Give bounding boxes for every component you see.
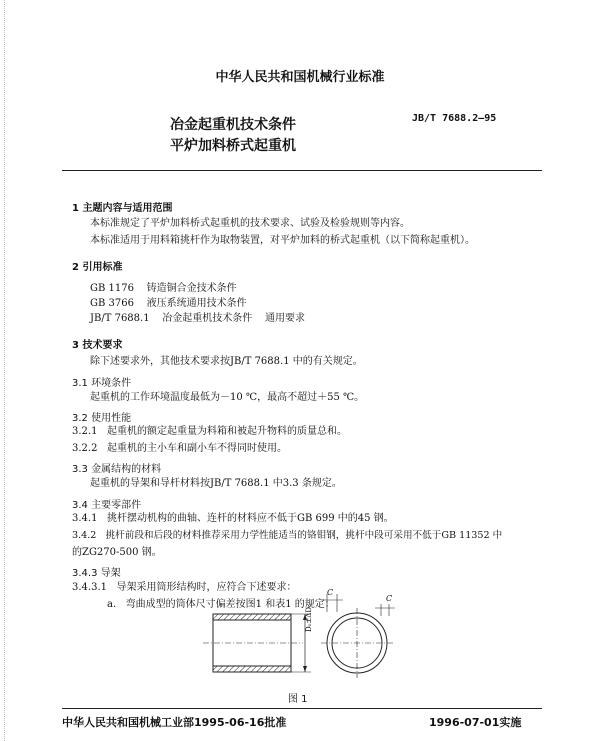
clause-3-4-2-line-1: 3.4.2 挑杆前段和后段的材料推荐采用力学性能适当的铬钼钢，挑杆中段可采用不低于GB 11352 中 — [72, 530, 503, 541]
section-1-paragraph-1: 本标准规定了平炉加料桥式起重机的技术要求、试验及检验规则等内容。 — [90, 218, 410, 229]
section-3-2-heading: 3.2 使用性能 — [72, 413, 132, 424]
scan-margin-line — [4, 0, 5, 741]
section-2-heading: 2 引用标准 — [72, 262, 123, 273]
footer-divider — [62, 708, 542, 709]
c-offset-label-left: C — [327, 588, 334, 597]
c-offset-label-right: C — [386, 594, 393, 603]
list-item-a: a. 弯曲成型的筒体尺寸偏差按图1 和表1 的规定： — [107, 599, 335, 610]
implementation-date: 1996-07-01实施 — [429, 716, 522, 729]
section-1-paragraph-2: 本标准适用于用料箱挑杆作为取物装置，对平炉加料的桥式起重机（以下简称起重机）。 — [90, 235, 475, 246]
section-3-1-heading: 3.1 环境条件 — [72, 378, 132, 389]
section-3-1-text: 起重机的工作环境温度最低为－10 ℃，最高不超过＋55 ℃。 — [90, 392, 365, 403]
section-3-heading: 3 技术要求 — [72, 340, 123, 351]
clause-3-2-2: 3.2.2 起重机的主小车和副小车不得同时使用。 — [72, 443, 287, 454]
clause-3-4-1: 3.4.1 挑杆摆动机构的曲轴、连杆的材料应不低于GB 699 中的45 钢。 — [72, 513, 394, 524]
header-divider — [62, 170, 542, 171]
section-3-3-heading: 3.3 金属结构的材料 — [72, 464, 162, 475]
clause-3-2-1: 3.2.1 起重机的额定起重量为料箱和被起升物料的质量总和。 — [72, 426, 347, 437]
section-3-4-heading: 3.4 主要零部件 — [72, 500, 142, 511]
reference-3: JB/T 7688.1 冶金起重机技术条件 通用要求 — [90, 313, 305, 324]
diameter-dimension-label: D₀±ΔD₀ — [305, 604, 313, 632]
section-3-intro: 除下述要求外，其他技术要求按JB/T 7688.1 中的有关规定。 — [90, 356, 363, 367]
section-3-4-3-heading: 3.4.3 导架 — [72, 568, 121, 579]
clause-3-4-2-line-2: 的ZG270-500 钢。 — [72, 547, 162, 558]
clause-3-4-3-1: 3.4.3.1 导架采用筒形结构时，应符合下述要求： — [72, 582, 297, 593]
standard-number: JB/T 7688.2—95 — [412, 113, 497, 124]
org-title: 中华人民共和国机械行业标准 — [215, 70, 385, 85]
doc-title-line2: 平炉加料桥式起重机 — [170, 138, 296, 154]
tube-side-view — [203, 614, 311, 672]
section-1-heading: 1 主题内容与适用范围 — [72, 203, 173, 214]
reference-2: GB 3766 液压系统通用技术条件 — [90, 298, 247, 309]
section-3-3-text: 起重机的导架和导杆材料按JB/T 7688.1 中3.3 条规定。 — [90, 478, 342, 489]
figure-1-caption: 图 1 — [288, 694, 308, 705]
tube-end-view — [321, 594, 395, 678]
approval-statement: 中华人民共和国机械工业部1995-06-16批准 — [62, 716, 287, 729]
reference-1: GB 1176 铸造铜合金技术条件 — [90, 283, 237, 294]
doc-title-line1: 冶金起重机技术条件 — [170, 117, 296, 133]
